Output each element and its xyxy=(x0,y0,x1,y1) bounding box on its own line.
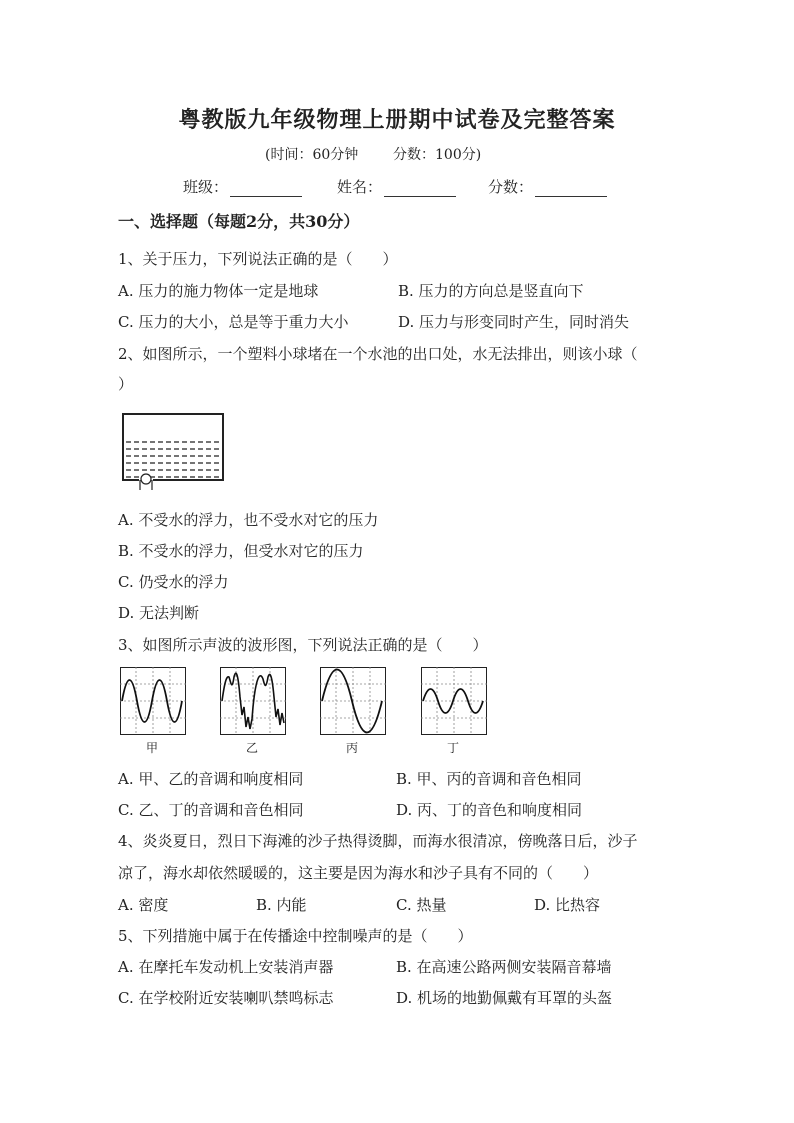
q2-option-c: C. 仍受水的浮力 xyxy=(118,573,229,591)
class-label: 班级： xyxy=(183,178,229,196)
score-blank xyxy=(535,182,607,197)
exam-total-score: 分数：100分) xyxy=(393,147,482,163)
waveform-label-yi: 乙 xyxy=(246,741,259,755)
score-field xyxy=(488,176,607,197)
q4-option-b: B. 内能 xyxy=(256,896,307,914)
q1-stem: 1、关于压力，下列说法正确的是（ ） xyxy=(118,250,398,268)
waveform-label-ding: 丁 xyxy=(447,741,460,755)
name-label: 姓名： xyxy=(337,178,383,196)
q2-stem-line2: ） xyxy=(118,375,134,393)
q2-option-d: D. 无法判断 xyxy=(118,604,200,622)
q2-option-b: B. 不受水的浮力，但受水对它的压力 xyxy=(118,542,364,560)
q1-option-a: A. 压力的施力物体一定是地球 xyxy=(118,282,319,300)
q2-stem-line1: 2、如图所示，一个塑料小球堵在一个水池的出口处，水无法排出，则该小球（ xyxy=(118,345,638,363)
q5-option-c: C. 在学校附近安装喇叭禁鸣标志 xyxy=(118,989,334,1007)
waveform-yi xyxy=(220,667,286,735)
q2-option-a: A. 不受水的浮力，也不受水对它的压力 xyxy=(118,511,379,529)
q5-option-a: A. 在摩托车发动机上安装消声器 xyxy=(118,958,334,976)
q3-option-b: B. 甲、丙的音调和音色相同 xyxy=(396,770,582,788)
name-field xyxy=(337,176,456,197)
q5-stem: 5、下列措施中属于在传播途中控制噪声的是（ ） xyxy=(118,927,473,945)
q1-option-b: B. 压力的方向总是竖直向下 xyxy=(398,282,584,300)
pool-figure xyxy=(118,410,228,490)
q3-option-c: C. 乙、丁的音调和音色相同 xyxy=(118,801,304,819)
page-title: 粤教版九年级物理上册期中试卷及完整答案 xyxy=(178,107,616,133)
q4-option-c: C. 热量 xyxy=(396,896,447,914)
q4-stem-line2: 凉了，海水却依然暖暖的，这主要是因为海水和沙子具有不同的（ ） xyxy=(118,864,599,882)
waveform-label-jia: 甲 xyxy=(146,741,159,755)
q4-option-a: A. 密度 xyxy=(118,896,169,914)
waveform-jia xyxy=(120,667,186,735)
q3-option-d: D. 丙、丁的音色和响度相同 xyxy=(396,801,583,819)
q5-option-d: D. 机场的地勤佩戴有耳罩的头盔 xyxy=(396,989,613,1007)
section-heading: 一、选择题（每题2分，共30分） xyxy=(118,212,360,231)
waveform-ding xyxy=(421,667,487,735)
class-field xyxy=(183,176,302,197)
q4-option-d: D. 比热容 xyxy=(534,896,601,914)
exam-time: (时间：60分钟 xyxy=(265,147,359,163)
name-blank xyxy=(384,182,456,197)
class-blank xyxy=(230,182,302,197)
q5-option-b: B. 在高速公路两侧安装隔音幕墙 xyxy=(396,958,612,976)
q3-option-a: A. 甲、乙的音调和响度相同 xyxy=(118,770,304,788)
q3-stem: 3、如图所示声波的波形图，下列说法正确的是（ ） xyxy=(118,636,488,654)
q1-option-d: D. 压力与形变同时产生，同时消失 xyxy=(398,313,630,331)
q4-stem-line1: 4、炎炎夏日，烈日下海滩的沙子热得烫脚，而海水很清凉，傍晚落日后，沙子 xyxy=(118,832,638,850)
score-label: 分数： xyxy=(488,178,534,196)
waveform-label-bing: 丙 xyxy=(346,741,359,755)
waveform-bing xyxy=(320,667,386,735)
q1-option-c: C. 压力的大小，总是等于重力大小 xyxy=(118,313,349,331)
